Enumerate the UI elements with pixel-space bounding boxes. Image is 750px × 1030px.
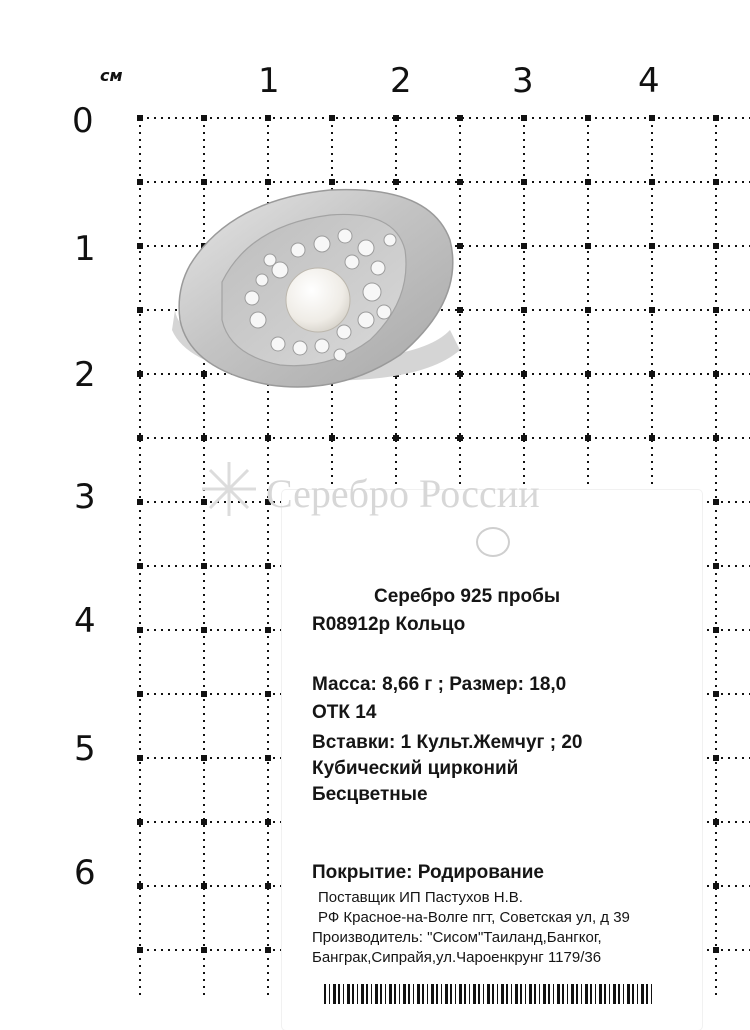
zirconia-stone: [314, 236, 330, 252]
zirconia-stone: [293, 341, 307, 355]
tag-weight-size: Масса: 8,66 г ; Размер: 18,0: [312, 674, 567, 695]
x-label-2: 2: [390, 61, 412, 101]
zirconia-stone: [271, 337, 285, 351]
y-label-1: 1: [74, 229, 96, 269]
tag-article: R08912р Кольцо: [312, 614, 466, 635]
tag-stone-color: Бесцветные: [312, 784, 428, 805]
tag-stone-type: Кубический цирконий: [312, 758, 519, 779]
y-label-6: 6: [74, 853, 96, 893]
y-label-5: 5: [74, 729, 96, 769]
pearl: [286, 268, 350, 332]
zirconia-stone: [358, 240, 374, 256]
zirconia-stone: [337, 325, 351, 339]
tag-coating: Покрытие: Родирование: [312, 862, 544, 883]
tag-inserts: Вставки: 1 Культ.Жемчуг ; 20: [312, 732, 583, 753]
zirconia-stone: [245, 291, 259, 305]
zirconia-stone: [334, 349, 346, 361]
watermark-text: Серебро России: [266, 471, 540, 516]
tag-supplier-address: РФ Красное-на-Волге пгт, Советская ул, д 39: [318, 909, 630, 926]
zirconia-stone: [371, 261, 385, 275]
zirconia-stone: [250, 312, 266, 328]
tag-hole: [476, 527, 510, 557]
y-label-3: 3: [74, 477, 96, 517]
y-label-0: 0: [72, 101, 94, 141]
zirconia-stone: [315, 339, 329, 353]
tag-supplier: Поставщик ИП Пастухов Н.В.: [318, 889, 523, 906]
barcode: [324, 984, 654, 1004]
zirconia-stone: [384, 234, 396, 246]
y-label-2: 2: [74, 355, 96, 395]
zirconia-stone: [291, 243, 305, 257]
y-label-4: 4: [74, 601, 96, 641]
tag-metal: Серебро 925 пробы: [374, 586, 561, 607]
zirconia-stone: [256, 274, 268, 286]
zirconia-stone: [345, 255, 359, 269]
tag-otk: ОТК 14: [312, 702, 377, 723]
zirconia-stone: [358, 312, 374, 328]
zirconia-stone: [264, 254, 276, 266]
x-label-4: 4: [638, 61, 660, 101]
tag-manufacturer: Производитель: "Сисом"Таиланд,Бангког,: [312, 929, 602, 946]
watermark-star-icon: [198, 458, 260, 520]
tag-manufacturer-address: Банграк,Сипрайя,ул.Чароенкрунг 1179/36: [312, 949, 602, 966]
x-label-1: 1: [258, 61, 280, 101]
x-label-3: 3: [512, 61, 534, 101]
zirconia-stone: [363, 283, 381, 301]
unit-label: см: [100, 66, 123, 85]
zirconia-stone: [377, 305, 391, 319]
zirconia-stone: [338, 229, 352, 243]
